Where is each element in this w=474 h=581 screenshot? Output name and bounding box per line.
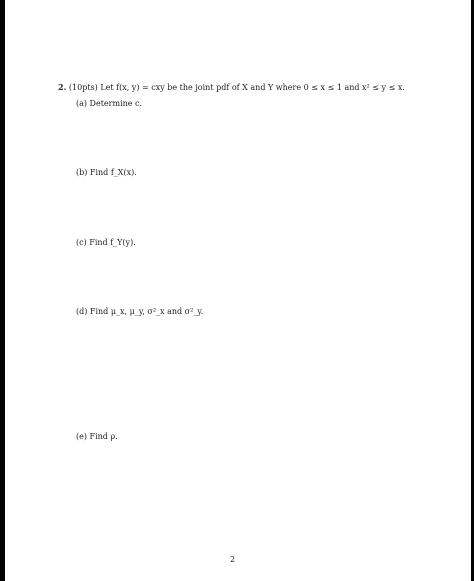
part-a xyxy=(76,99,142,109)
part-d xyxy=(76,307,203,317)
part-e-text: (e) Find ρ. xyxy=(76,432,118,441)
problem-statement: (10pts) Let f(x, y) = cxy be the joint pdf of X and Y where 0 ≤ x ≤ 1 and x² ≤ y ≤ x. xyxy=(68,83,405,92)
left-border xyxy=(0,0,5,581)
part-d-text: (d) Find μ_x, μ_y, σ²_x and σ²_y. xyxy=(76,307,204,316)
problem-statement-line xyxy=(58,82,405,93)
part-a-text: (a) Determine c. xyxy=(76,99,143,108)
part-b-text: (b) Find f_X(x). xyxy=(76,168,137,177)
document-page xyxy=(6,0,470,581)
part-b xyxy=(76,168,137,178)
problem-number: 2. xyxy=(58,82,67,92)
page-number: 2 xyxy=(230,555,236,564)
part-c xyxy=(76,238,136,248)
part-e xyxy=(76,432,118,442)
part-c-text: (c) Find f_Y(y). xyxy=(76,238,136,247)
